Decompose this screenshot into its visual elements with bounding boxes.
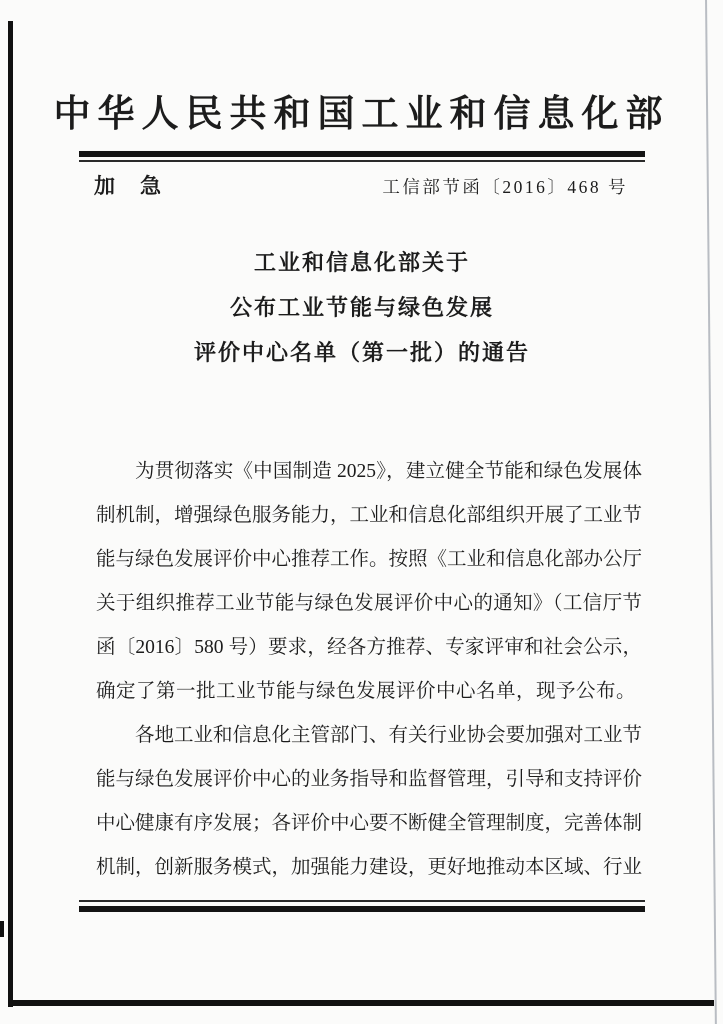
document-title-line-2: 公布工业节能与绿色发展	[229, 295, 494, 320]
letterhead-rule-thin	[79, 160, 645, 162]
document-title-line-1: 工业和信息化部关于	[253, 250, 470, 275]
document-body	[96, 450, 642, 890]
body-paragraph1-line3: 能与绿色发展评价中心推荐工作。按照《工业和信息化部办公厅	[96, 549, 643, 570]
body-paragraph2-line4: 机制，创新服务模式，加强能力建设，更好地推动本区域、行业	[96, 857, 643, 878]
document-title	[79, 240, 645, 375]
ministry-letterhead: 中华人民共和国工业和信息化部	[53, 94, 670, 135]
body-paragraph2-line1: 各地工业和信息化主管部门、有关行业协会要加强对工业节	[135, 725, 643, 746]
body-paragraph1-line6: 确定了第一批工业节能与绿色发展评价中心名单，现予公布。	[96, 681, 637, 702]
scan-edge-right-line	[705, 0, 717, 1024]
scan-speck	[0, 921, 4, 937]
page-footer-rule	[79, 900, 645, 912]
urgency-label: 加 急	[94, 174, 163, 198]
body-paragraph1-line4: 关于组织推荐工业节能与绿色发展评价中心的通知》（工信厅节	[96, 593, 642, 614]
letterhead-rule	[79, 151, 645, 162]
footer-rule-thick	[79, 906, 645, 912]
document-title-line-3: 评价中心名单（第一批）的通告	[193, 340, 530, 365]
document-meta-row	[94, 172, 628, 201]
body-paragraph2-line3: 中心健康有序发展；各评价中心要不断健全管理制度，完善体制	[96, 813, 643, 834]
body-paragraph1-line5: 函〔2016〕580 号）要求，经各方推荐、专家评审和社会公示，	[96, 637, 642, 658]
scan-edge-left-bar	[8, 21, 13, 1007]
body-paragraph1-line1: 为贯彻落实《中国制造 2025》，建立健全节能和绿色发展体	[135, 461, 642, 482]
footer-rule-thin	[79, 900, 645, 902]
scan-edge-bottom-bar	[8, 1000, 714, 1006]
document-number: 工信部节函〔2016〕468 号	[382, 177, 628, 197]
body-paragraph2-line2: 能与绿色发展评价中心的业务指导和监督管理，引导和支持评价	[96, 769, 643, 790]
body-paragraph1-line2: 制机制，增强绿色服务能力，工业和信息化部组织开展了工业节	[96, 505, 643, 526]
letterhead-rule-thick	[79, 151, 645, 157]
